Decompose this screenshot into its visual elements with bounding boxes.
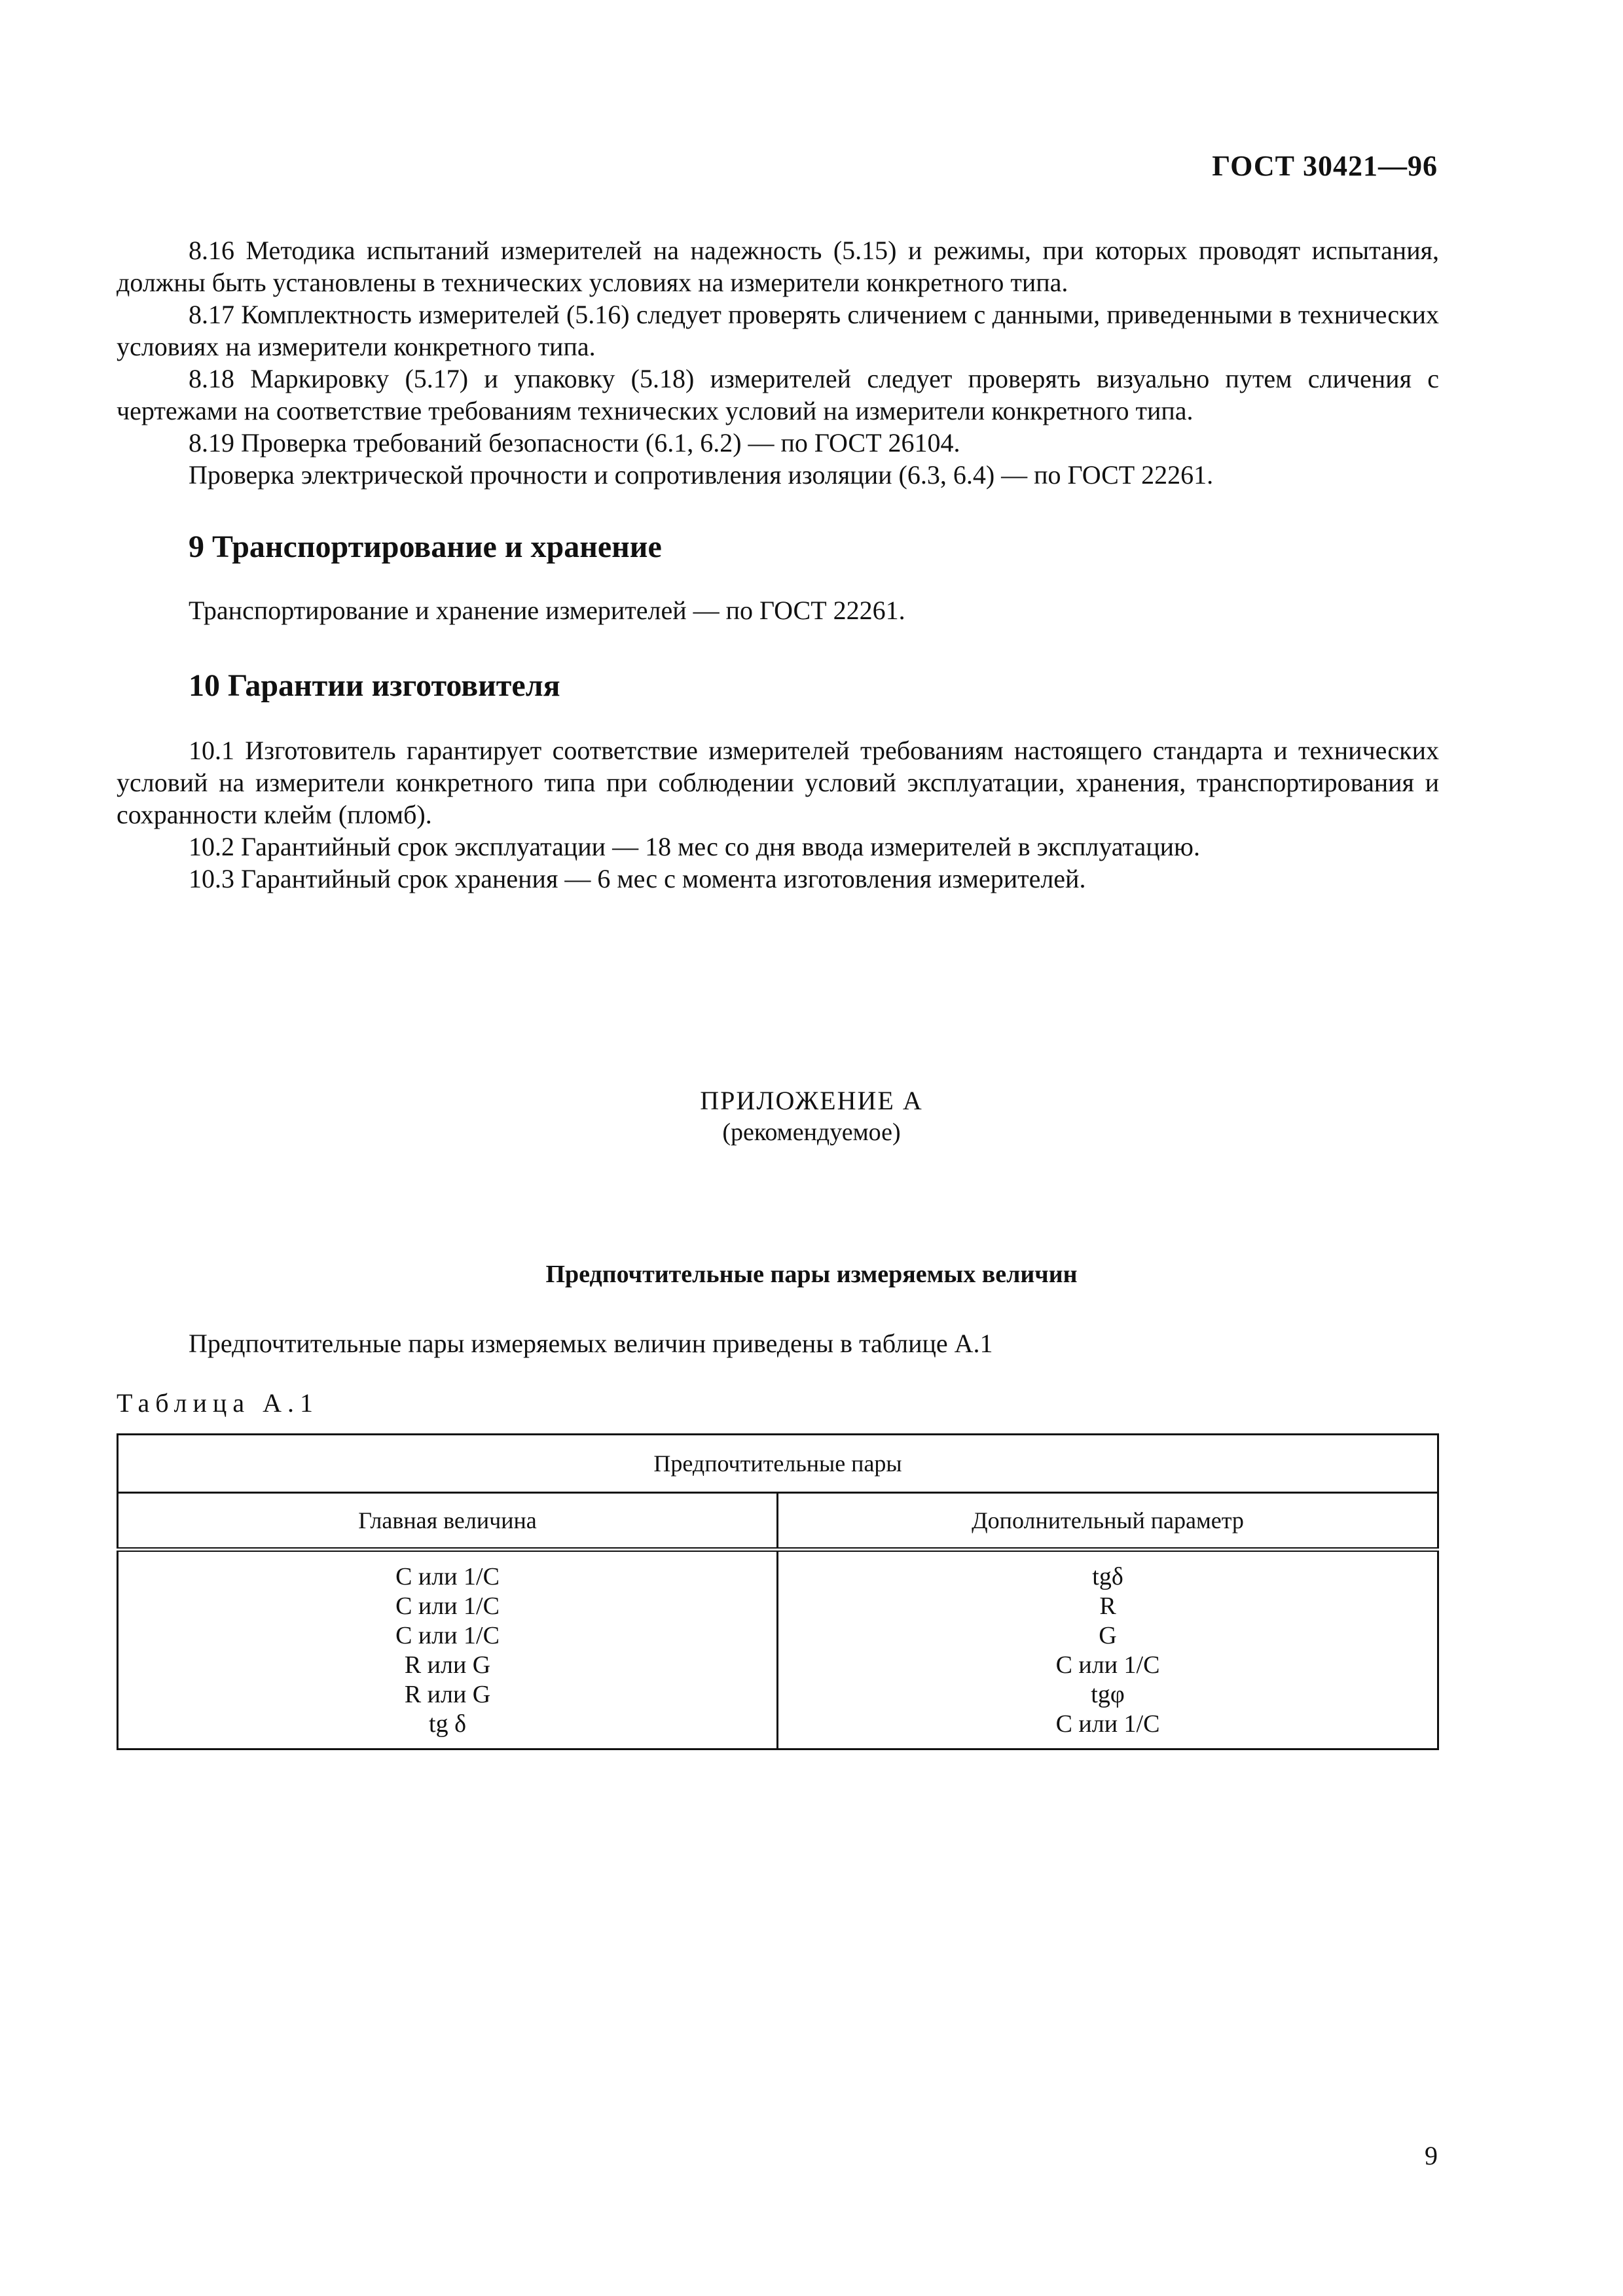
paragraph-10-2: 10.2 Гарантийный срок эксплуатации — 18 мес со дня ввода измерителей в эксплуатацию. (189, 832, 1200, 861)
extra-values-cell (778, 1550, 1438, 1749)
paragraph-8-19: 8.19 Проверка требований безопасности (6.1, 6.2) — по ГОСТ 26104. (189, 428, 960, 457)
paragraph-8-19-insulation: Проверка электрической прочности и сопротивления изоляции (6.3, 6.4) — по ГОСТ 22261. (189, 460, 1214, 490)
preferred-pairs-table (117, 1433, 1439, 1750)
table-a1 (117, 1433, 1439, 1750)
table-cell-main: C или 1/C (395, 1622, 500, 1649)
table-cell-extra: tgδ (1092, 1563, 1123, 1590)
page-number: 9 (1425, 2141, 1438, 2170)
table-group-header: Предпочтительные пары (118, 1435, 1438, 1493)
table-cell-extra: tgφ (1091, 1681, 1125, 1708)
table-cell-extra: R (1099, 1592, 1116, 1620)
table-cell-main: R или G (404, 1681, 491, 1708)
table-cell-main: tg δ (429, 1710, 467, 1738)
paragraph-8-17: 8.17 Комплектность измерителей (5.16) следует проверять сличением с данными, приведенными в технических условиях на измерители конкретного типа. (117, 300, 1439, 361)
paragraph-8-16: 8.16 Методика испытаний измерителей на надежность (5.15) и режимы, при которых проводят испытания, должны быть установлены в технических условиях на измерители конкретного типа. (117, 236, 1439, 297)
table-cell-main: C или 1/C (395, 1563, 500, 1590)
appendix-title: ПРИЛОЖЕНИЕ А (700, 1086, 923, 1115)
table-caption: Таблица А.1 (117, 1388, 319, 1418)
column-header-extra: Дополнительный параметр (778, 1493, 1438, 1550)
column-header-main: Главная величина (118, 1493, 778, 1550)
appendix-intro: Предпочтительные пары измеряемых величин приведены в таблице А.1 (189, 1329, 993, 1358)
table-cell-extra: C или 1/C (1055, 1710, 1160, 1738)
main-values-cell (118, 1550, 778, 1749)
appendix-heading: Предпочтительные пары измеряемых величин (545, 1261, 1078, 1288)
section-9-text: Транспортирование и хранение измерителей — по ГОСТ 22261. (189, 596, 905, 625)
paragraph-8-18: 8.18 Маркировку (5.17) и упаковку (5.18) измерителей следует проверять визуально путем сличения с чертежами на соответствие требованиям технических условий на измерители конкретного типа. (117, 364, 1439, 425)
section-9-heading: 9 Транспортирование и хранение (189, 529, 662, 564)
paragraph-10-3: 10.3 Гарантийный срок хранения — 6 мес с момента изготовления измерителей. (189, 864, 1086, 893)
table-cell-main: C или 1/C (395, 1592, 500, 1620)
paragraph-10-1: 10.1 Изготовитель гарантирует соответствие измерителей требованиям настоящего стандарта и технических условий на измерители конкретного типа при соблюдении условий эксплуатации, хранения, транспортирования и сохранности клейм (пломб). (117, 736, 1439, 829)
document-code: ГОСТ 30421—96 (1212, 150, 1438, 182)
section-10-heading: 10 Гарантии изготовителя (189, 668, 560, 703)
appendix-subtitle: (рекомендуемое) (722, 1119, 901, 1146)
table-cell-extra: G (1099, 1622, 1117, 1649)
table-cell-extra: C или 1/C (1055, 1651, 1160, 1679)
table-cell-main: R или G (404, 1651, 491, 1679)
